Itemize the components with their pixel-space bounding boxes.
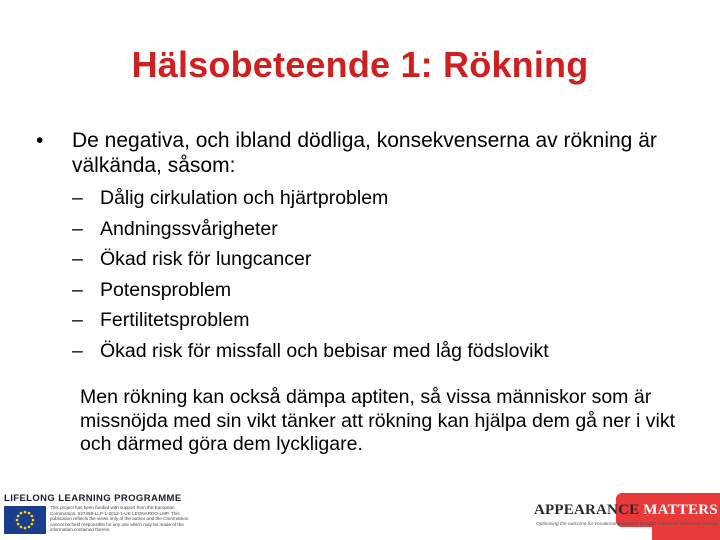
brand-name bbox=[534, 502, 718, 519]
brand-tagline: Optimising the outcome for vocational education through enhanced behaviour change bbox=[536, 522, 718, 527]
dash-marker: – bbox=[72, 248, 83, 270]
eu-flag-icon bbox=[4, 506, 46, 534]
programme-title: LIFELONG LEARNING PROGRAMME bbox=[4, 493, 182, 504]
list-item bbox=[72, 305, 692, 336]
list-item-text: Fertilitetsproblem bbox=[100, 309, 250, 331]
main-bullet bbox=[36, 128, 686, 178]
bullet-marker: • bbox=[36, 129, 44, 152]
dash-marker: – bbox=[72, 278, 83, 301]
list-item bbox=[72, 244, 692, 275]
brand-main: APPEARANCE bbox=[534, 502, 640, 518]
body-paragraph: Men rökning kan också dämpa aptiten, så vissa människor som är missnöjda med sin vikt tänker att rökning kan hjälpa dem gå ner i vikt och därmed göra dem lyckligare. bbox=[80, 386, 676, 455]
list-item bbox=[72, 183, 692, 214]
dash-marker: – bbox=[72, 217, 83, 240]
eu-disclaimer: This project has been funded with support from the European Commission. 527458-LLP-1-2012-1-UK-LEONARDO-LMP. This publication reflects the views only of the author and the Commission cannot be held responsible for any use which may be made of the information contained therein. bbox=[50, 505, 189, 533]
lifelong-learning-logo bbox=[0, 493, 200, 540]
dash-marker: – bbox=[72, 309, 83, 331]
bullet-text: De negativa, och ibland dödliga, konsekvenserna av rökning är välkända, såsom: bbox=[72, 129, 657, 177]
slide-title: Hälsobeteende 1: Rökning bbox=[131, 44, 589, 85]
list-item-text: Ökad risk för missfall och bebisar med låg födslovikt bbox=[100, 339, 549, 362]
dash-marker: – bbox=[72, 339, 83, 362]
list-item-text: Dålig cirkulation och hjärtproblem bbox=[100, 187, 389, 209]
brand-accent: MATTERS bbox=[643, 502, 718, 518]
list-item-text: Ökad risk för lungcancer bbox=[100, 248, 312, 270]
dash-marker: – bbox=[72, 187, 83, 209]
list-item-text: Andningssvårigheter bbox=[100, 217, 278, 240]
sub-bullet-list bbox=[72, 183, 692, 366]
list-item bbox=[72, 214, 692, 245]
list-item-text: Potensproblem bbox=[100, 278, 232, 301]
appearance-matters-logo bbox=[532, 493, 720, 540]
list-item bbox=[72, 336, 692, 367]
list-item bbox=[72, 275, 692, 306]
